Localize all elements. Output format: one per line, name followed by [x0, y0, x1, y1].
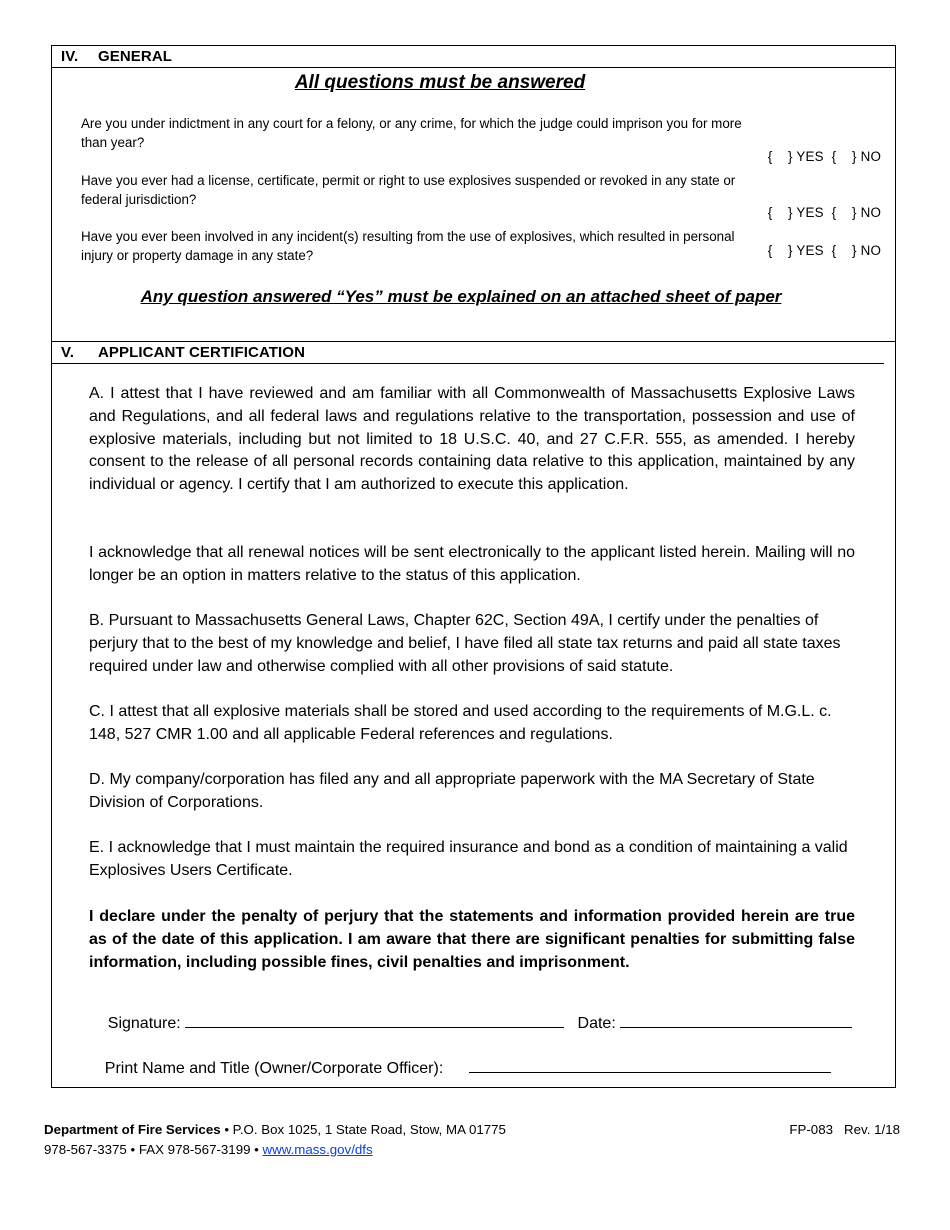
- section-title: APPLICANT CERTIFICATION: [98, 344, 306, 361]
- footer-line-2: [44, 1140, 900, 1160]
- question-1-yes-option[interactable]: { } YES: [767, 149, 824, 164]
- explain-note: Any question answered “Yes” must be explained on an attached sheet of paper: [140, 287, 782, 306]
- question-3-no-option[interactable]: { } NO: [831, 243, 882, 258]
- footer-org: Department of Fire Services: [44, 1122, 221, 1137]
- footer-line-1: [44, 1120, 900, 1140]
- question-2-yes-option[interactable]: { } YES: [767, 205, 824, 220]
- question-1-answer: [752, 134, 881, 179]
- section-number: IV.: [61, 48, 79, 65]
- section-iv-header: [52, 46, 895, 68]
- question-2-text: Have you ever had a license, certificate, permit or right to use explosives suspended or revoked in any state or federal jurisdiction?: [81, 173, 736, 207]
- footer-address: • P.O. Box 1025, 1 State Road, Stow, MA 01775: [220, 1122, 506, 1137]
- form-id: FP-083 Rev. 1/18: [789, 1122, 900, 1137]
- question-1-no-option[interactable]: { } NO: [831, 149, 882, 164]
- certification-paragraph-b: B. Pursuant to Massachusetts General Laws, Chapter 62C, Section 49A, I certify under the penalties of perjury that to the best of my knowledge and belief, I have filed all state tax returns and paid all state taxes required under law and otherwise complied with all other provisions of said statute.: [89, 612, 841, 675]
- certification-paragraph-c: C. I attest that all explosive materials shall be stored and used according to the requirements of M.G.L. c. 148, 527 CMR 1.00 and all applicable Federal references and regulations.: [89, 703, 832, 743]
- question-3-answer: [752, 228, 881, 273]
- print-name-field[interactable]: [469, 1058, 831, 1073]
- question-2-no-option[interactable]: { } NO: [831, 205, 882, 220]
- question-1-text: Are you under indictment in any court for a felony, or any crime, for which the judge could imprison you for more than year?: [81, 116, 742, 150]
- section-number: V.: [61, 344, 74, 361]
- question-3-text: Have you ever been involved in any incident(s) resulting from the use of explosives, which resulted in personal injury or property damage in any state?: [81, 229, 735, 263]
- section-title: GENERAL: [98, 48, 173, 65]
- question-3-yes-option[interactable]: { } YES: [767, 243, 824, 258]
- print-name-row: [87, 1040, 831, 1096]
- footer-website-link[interactable]: www.mass.gov/dfs: [262, 1141, 373, 1157]
- page-footer: [44, 1120, 900, 1159]
- form-frame: [51, 45, 896, 1088]
- certification-paragraph-e: E. I acknowledge that I must maintain the required insurance and bond as a condition of maintaining a valid Explosives Users Certificate.: [89, 839, 848, 879]
- certification-paragraph-a: A. I attest that I have reviewed and am familiar with all Commonwealth of Massachusetts Explosive Laws and Regulations, and all federal laws and regulations relative to the transportation, possession and use of explosive materials, including but not limited to 18 U.S.C. 40, and 27 C.F.R. 555, as amended. I hereby consent to the release of all personal records containing data relative to this application, maintained by any individual or agency. I certify that I am authorized to execute this application.: [89, 385, 855, 494]
- section-v-header: [52, 342, 884, 364]
- perjury-declaration: I declare under the penalty of perjury that the statements and information provided herein are true as of the date of this application. I am aware that there are significant penalties for submitting false information, including possible fines, civil penalties and imprisonment.: [89, 908, 855, 971]
- date-label: Date:: [577, 1015, 616, 1032]
- print-name-label: Print Name and Title (Owner/Corporate Officer):: [104, 1060, 444, 1077]
- instruction-heading: All questions must be answered: [294, 72, 586, 93]
- signature-field[interactable]: [185, 1013, 564, 1028]
- signature-label: Signature:: [107, 1015, 181, 1032]
- certification-paragraph-d: D. My company/corporation has filed any and all appropriate paperwork with the MA Secretary of State Division of Corporations.: [89, 771, 815, 811]
- renewal-notice-paragraph: I acknowledge that all renewal notices will be sent electronically to the applicant listed herein. Mailing will no longer be an option in matters relative to the status of this application.: [89, 544, 855, 584]
- footer-phone-fax: 978-567-3375 • FAX 978-567-3199 •: [44, 1141, 263, 1157]
- date-field[interactable]: [620, 1013, 852, 1028]
